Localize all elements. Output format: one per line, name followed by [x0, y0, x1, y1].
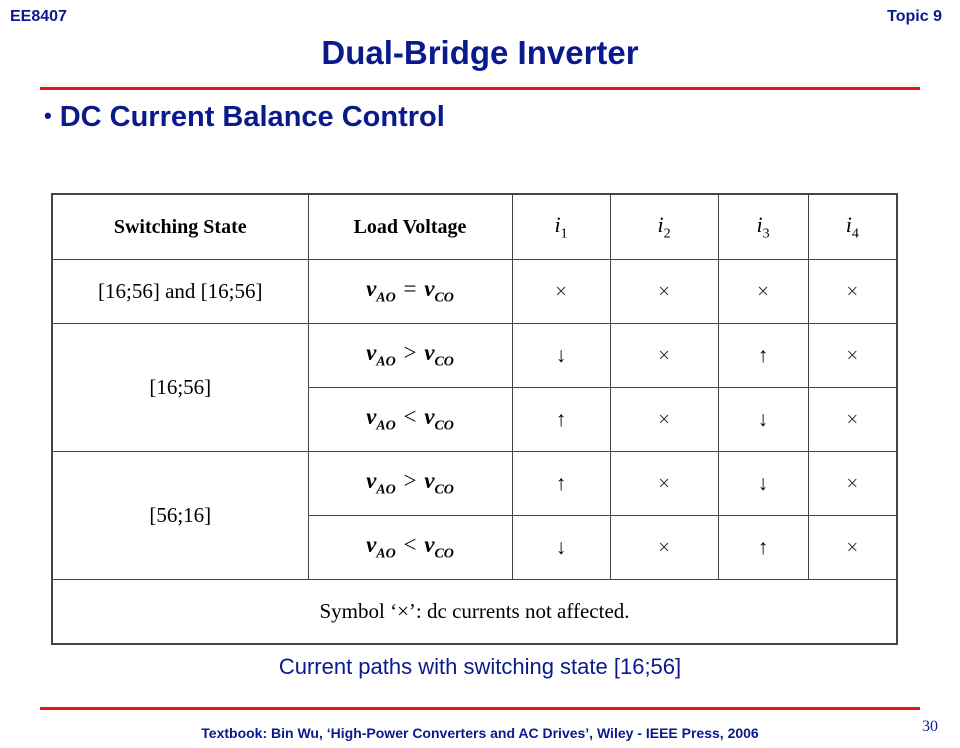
load-voltage-expression: $v_{AO} < v_{CO}$ — [366, 532, 454, 562]
current-cell-i1: ↓ — [512, 516, 610, 580]
current-cell-i2: × — [610, 324, 718, 388]
load-voltage-expression: $v_{AO} > v_{CO}$ — [366, 340, 454, 370]
header-load-voltage: Load Voltage — [308, 194, 512, 260]
title-divider — [40, 87, 920, 90]
table-row — [52, 452, 897, 516]
table-row — [52, 260, 897, 324]
slide-title: Dual-Bridge Inverter — [321, 34, 639, 71]
voltage-cell — [308, 324, 512, 388]
header-i4: $i_4$ — [808, 194, 897, 260]
bullet-text: DC Current Balance Control — [59, 101, 445, 133]
state-cell: [16;56] — [52, 324, 308, 452]
switching-state-table — [51, 193, 898, 645]
current-cell-i2: × — [610, 452, 718, 516]
course-code: EE8407 — [10, 8, 67, 25]
bullet-point — [44, 101, 445, 134]
state-cell: [56;16] — [52, 452, 308, 580]
current-cell-i3: ↓ — [718, 388, 808, 452]
footer-divider — [40, 707, 920, 710]
current-cell-i1: × — [512, 260, 610, 324]
current-cell-i4: × — [808, 388, 897, 452]
table-header-row — [52, 194, 897, 260]
header-switching-state: Switching State — [52, 194, 308, 260]
table-note-row — [52, 580, 897, 645]
header-i3: $i_3$ — [718, 194, 808, 260]
load-voltage-expression: $v_{AO} = v_{CO}$ — [366, 276, 454, 306]
current-cell-i4: × — [808, 452, 897, 516]
current-cell-i3: ↑ — [718, 516, 808, 580]
current-cell-i3: ↑ — [718, 324, 808, 388]
voltage-cell — [308, 516, 512, 580]
current-cell-i2: × — [610, 260, 718, 324]
state-cell: [16;56] and [16;56] — [52, 260, 308, 324]
page-number: 30 — [922, 718, 938, 735]
voltage-cell — [308, 388, 512, 452]
current-cell-i1: ↑ — [512, 452, 610, 516]
current-cell-i1: ↑ — [512, 388, 610, 452]
load-voltage-expression: $v_{AO} > v_{CO}$ — [366, 468, 454, 498]
header-i2: $i_2$ — [610, 194, 718, 260]
current-cell-i4: × — [808, 324, 897, 388]
voltage-cell — [308, 260, 512, 324]
current-cell-i1: ↓ — [512, 324, 610, 388]
header-i1: $i_1$ — [512, 194, 610, 260]
table-row — [52, 324, 897, 388]
table-note: Symbol ‘×’: dc currents not affected. — [52, 580, 897, 645]
topic-label: Topic 9 — [887, 8, 942, 25]
current-cell-i3: ↓ — [718, 452, 808, 516]
current-cell-i2: × — [610, 388, 718, 452]
textbook-reference: Textbook: Bin Wu, ‘High-Power Converters and AC Drives’, Wiley - IEEE Press, 2006 — [201, 725, 759, 741]
current-cell-i3: × — [718, 260, 808, 324]
voltage-cell — [308, 452, 512, 516]
current-cell-i2: × — [610, 516, 718, 580]
bullet-dot-icon: • — [44, 103, 52, 128]
current-cell-i4: × — [808, 516, 897, 580]
load-voltage-expression: $v_{AO} < v_{CO}$ — [366, 404, 454, 434]
current-cell-i4: × — [808, 260, 897, 324]
figure-caption: Current paths with switching state [16;56] — [278, 654, 682, 679]
